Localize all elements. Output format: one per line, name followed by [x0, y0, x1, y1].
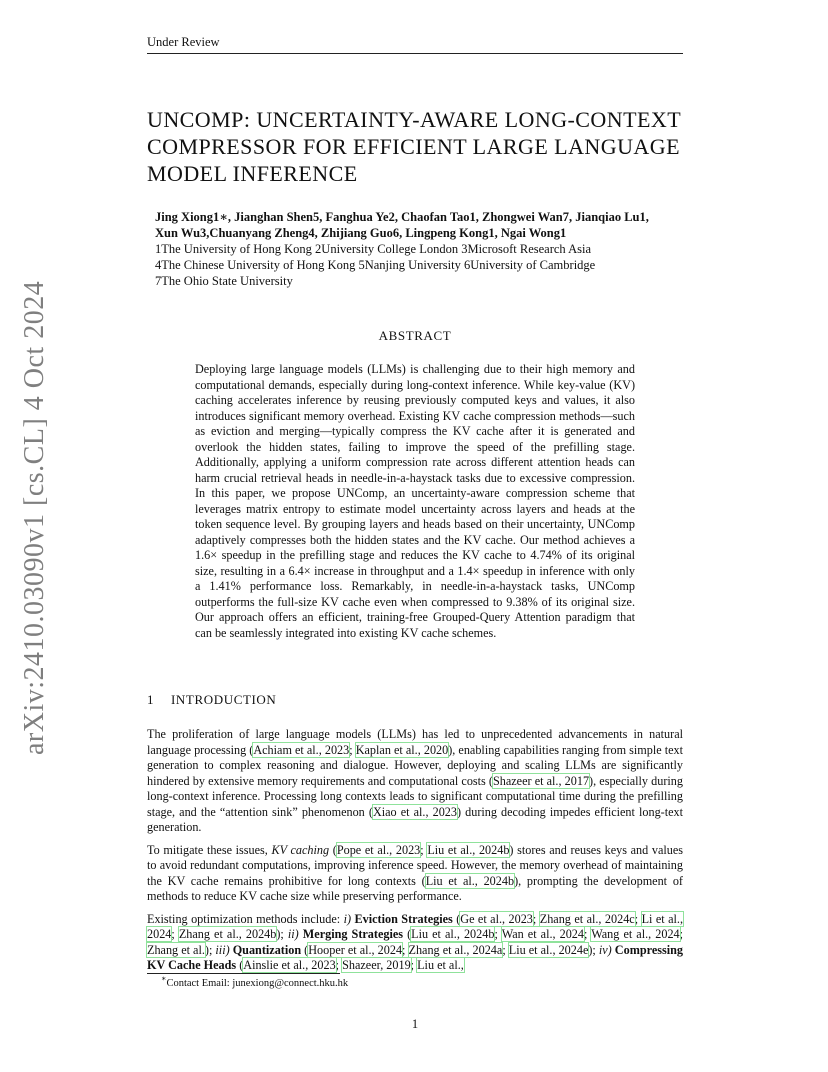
list-marker: iv) — [598, 942, 612, 957]
text-run: ; — [410, 958, 418, 972]
citation-link[interactable]: Achiam et al., 2023 — [253, 742, 350, 757]
bold-term: Quantization — [229, 942, 302, 957]
abstract-heading: ABSTRACT — [378, 328, 452, 343]
text-run: ; — [634, 911, 642, 926]
citation-link[interactable]: Li et al., 2024 — [147, 911, 683, 941]
text-run: The proliferation of large language models (LLMs) has led to unprecedented advancements in natural language processing ( — [147, 727, 683, 757]
citation-link[interactable]: Shazeer, 2019 — [342, 958, 411, 972]
citation-link[interactable]: Wang et al., 2024 — [591, 927, 680, 941]
section-number: 1 — [147, 692, 155, 707]
text-run: ( — [329, 842, 337, 857]
bold-term: Compressing KV Cache Heads — [147, 942, 683, 972]
footnote-rule — [147, 973, 340, 974]
section-title-text: INTRODUCTION — [171, 692, 277, 707]
text-run: ; — [532, 911, 540, 926]
footnote-text: Contact Email: junexiong@connect.hku.hk — [166, 978, 349, 989]
section-heading-introduction — [147, 692, 683, 708]
affiliation-line-3: 7The Ohio State University — [155, 274, 293, 288]
citation-link[interactable]: Zhang et al., 2024b — [178, 927, 277, 941]
text-run: ; — [420, 842, 428, 857]
introduction-body — [147, 727, 683, 981]
text-run: ); — [588, 942, 599, 957]
affiliation-list — [155, 241, 685, 289]
citation-link[interactable]: Liu et al., 2024b — [427, 842, 510, 857]
text-run: ( — [301, 942, 309, 957]
text-run: ), prompting the development of methods to reduce KV cache size while preserving performance. — [147, 873, 683, 903]
text-run: ( — [236, 958, 244, 972]
text-run: ; — [171, 927, 179, 941]
bold-term: Merging Strategies — [298, 927, 403, 941]
citation-link[interactable]: Zhang et al. — [147, 942, 205, 957]
citation-link[interactable]: Wan et al., 2024 — [501, 927, 584, 941]
text-run: ; — [349, 742, 356, 757]
paragraph-2 — [147, 843, 683, 905]
footnote — [147, 974, 683, 990]
text-run: ) during decoding impedes efficient long-text generation. — [147, 804, 683, 834]
page-number: 1 — [411, 1017, 419, 1031]
text-run: ; — [494, 927, 502, 941]
list-marker: i) — [343, 911, 352, 926]
bold-term: Eviction Strategies — [351, 911, 453, 926]
title-line-1: UNCOMP: UNCERTAINTY-AWARE LONG-CONTEXT — [147, 107, 682, 132]
text-run: ), enabling capabilities ranging from simple text generation to complex reasoning and dialogue. However, deploying and scaling LLMs are significantly hindered by extensive memory requirements and computational costs ( — [147, 742, 683, 788]
citation-link[interactable]: Liu et al., 2024b — [411, 927, 495, 941]
citation-link[interactable]: Ge et al., 2023 — [460, 911, 533, 926]
author-line-2: Xun Wu3,Chuanyang Zheng4, Zhijiang Guo6, Lingpeng Kong1, Ngai Wong1 — [155, 226, 567, 240]
citation-link[interactable]: Shazeer et al., 2017 — [492, 773, 590, 788]
text-run: ; — [584, 927, 592, 941]
author-line-1: Jing Xiong1∗, Jianghan Shen5, Fanghua Ye2, Chaofan Tao1, Zhongwei Wan7, Jianqiao Lu1, — [155, 210, 649, 224]
text-run: ; — [679, 927, 684, 941]
list-marker: iii) — [215, 942, 230, 957]
citation-link[interactable]: Ainslie et al., 2023 — [243, 958, 336, 972]
title-line-3: MODEL INFERENCE — [147, 161, 358, 186]
text-run: ( — [403, 927, 412, 941]
citation-link[interactable]: Hooper et al., 2024 — [308, 942, 403, 957]
paragraph-1 — [147, 727, 683, 836]
citation-link[interactable]: Zhang et al., 2024a — [408, 942, 503, 957]
citation-link[interactable]: Zhang et al., 2024c — [539, 911, 635, 926]
citation-link[interactable]: Liu et al., — [417, 958, 464, 972]
text-run: To mitigate these issues, — [147, 842, 272, 857]
text-run: ); — [276, 927, 288, 941]
title-line-2: COMPRESSOR FOR EFFICIENT LARGE LANGUAGE — [147, 134, 680, 159]
footnote-mark: ∗ — [161, 974, 167, 983]
list-marker: ii) — [287, 927, 299, 941]
text-run: ) stores and reuses keys and values to avoid redundant computations, improving inference speed. However, the memory overhead of maintaining the KV cache remains prohibitive for long contexts ( — [147, 842, 684, 888]
header-rule — [147, 53, 683, 54]
citation-link[interactable]: Liu et al., 2024e — [508, 942, 589, 957]
citation-link[interactable]: Liu et al., 2024b — [425, 873, 515, 888]
paragraph-3 — [147, 912, 683, 974]
text-run: ); — [204, 942, 216, 957]
affiliation-line-2: 4The Chinese University of Hong Kong 5Nanjing University 6University of Cambridge — [155, 258, 596, 272]
text-run: ; — [402, 942, 409, 957]
citation-link[interactable]: Kaplan et al., 2020 — [355, 742, 449, 757]
text-run: Existing optimization methods include: — [147, 911, 344, 926]
citation-link[interactable]: Pope et al., 2023 — [336, 842, 421, 857]
running-head: Under Review — [147, 35, 220, 49]
text-run: ; — [335, 958, 343, 972]
paper-title — [147, 106, 687, 187]
author-list — [155, 209, 685, 241]
citation-link[interactable]: Xiao et al., 2023 — [372, 804, 457, 819]
affiliation-line-1: 1The University of Hong Kong 2University College London 3Microsoft Research Asia — [155, 242, 592, 256]
text-run: ( — [452, 911, 461, 926]
abstract-text: Deploying large language models (LLMs) is challenging due to their high memory and computational demands, especially during long-context inference. While key-value (KV) caching accelerates inference by reusing previously computed keys and values, it also introduces significant memory overhead. Existing KV cache compression methods—such as eviction and merging—typically compress the KV cache after it is generated and overlook the hidden states, failing to improve the speed of the prefilling stage. Additionally, applying a uniform compression rate across different attention heads can harm crucial retrieval heads in needle-in-a-haystack tasks due to excessive compression. In this paper, we propose UNComp, an uncertainty-aware compression scheme that leverages matrix entropy to estimate model uncertainty across layers and heads at the token sequence level. By grouping layers and heads based on their uncertainty, UNComp adaptively compresses both the hidden states and the KV cache. Our method achieves a 1.6× speedup in the prefilling stage and reduces the KV cache to 4.74% of its original size, resulting in a 6.4× increase in throughput and a 1.4× speedup in inference with only a 1.41% performance loss. Remarkably, in needle-in-a-haystack tasks, UNComp outperforms the full-size KV cache even when compressed to 9.38% of its original size. Our approach offers an efficient, training-free Grouped-Query Attention paradigm that can be seamlessly integrated into existing KV cache schemes. — [195, 362, 635, 640]
text-run: ), especially during long-context inference. Processing long contexts leads to significant computational time during the prefilling stage, and the “attention sink” phenomenon ( — [147, 773, 683, 819]
arxiv-side-identifier: arXiv:2410.03090v1 [cs.CL] 4 Oct 2024 — [19, 280, 50, 755]
text-run: ; — [502, 942, 509, 957]
emphasis-text: KV caching — [271, 842, 330, 857]
